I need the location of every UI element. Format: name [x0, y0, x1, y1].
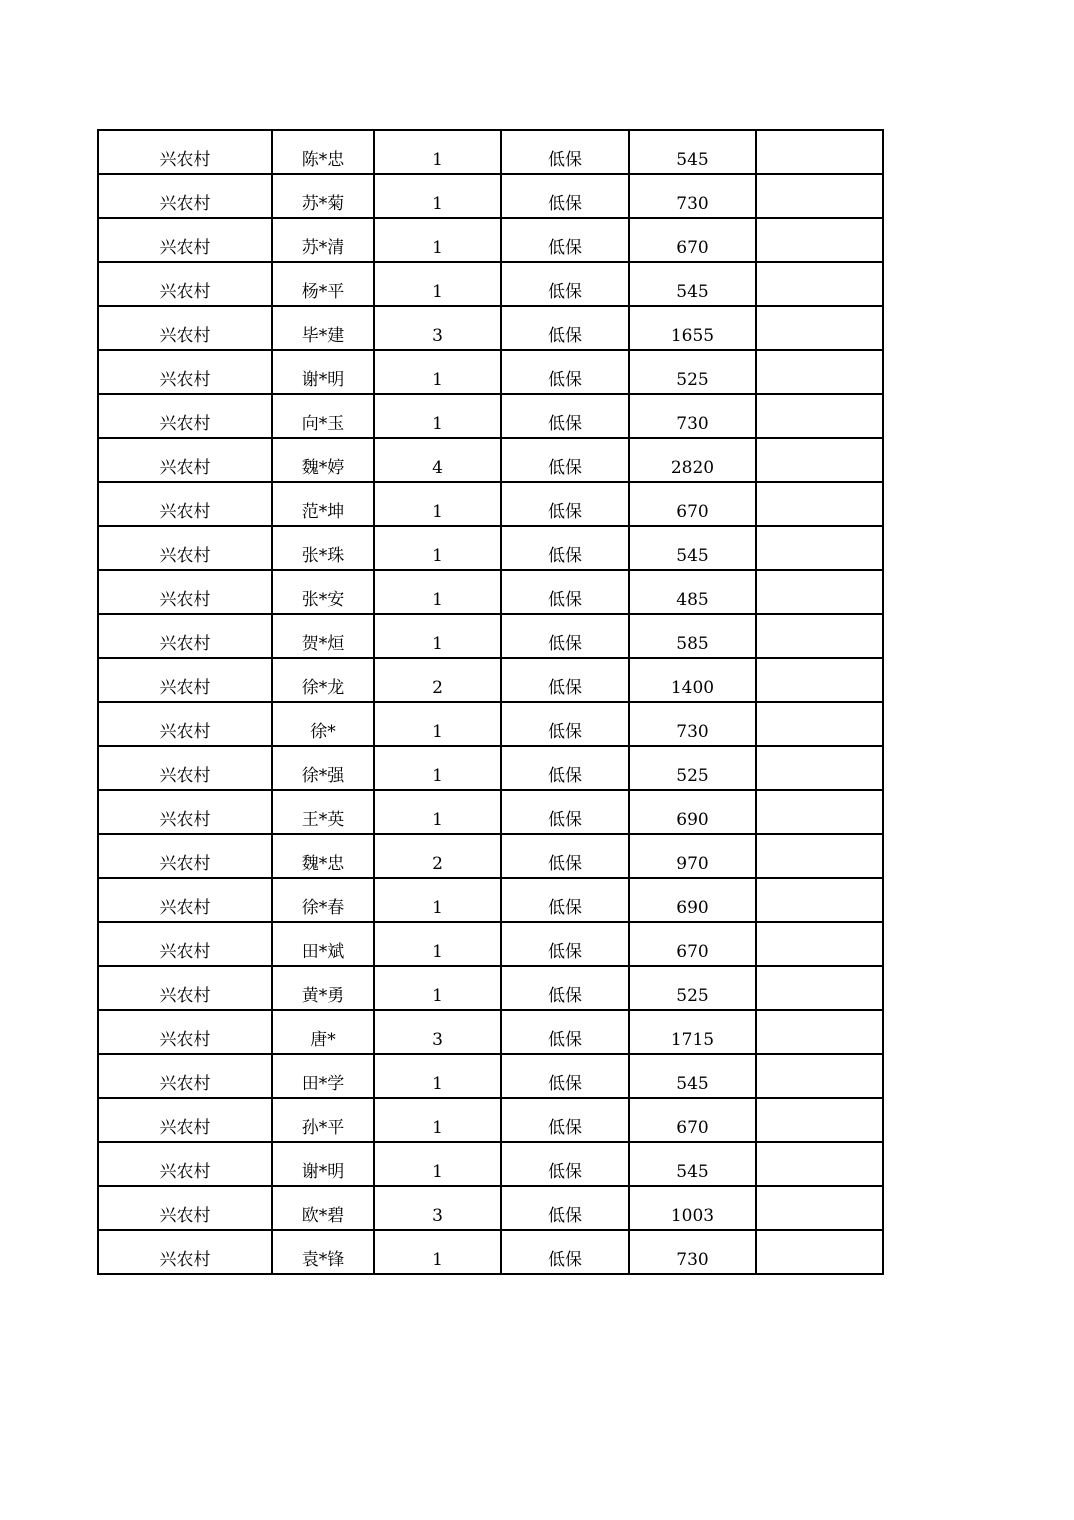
amount-cell: 690: [629, 790, 756, 834]
household-size-cell: 1: [374, 614, 501, 658]
aid-type-cell: 低保: [501, 262, 629, 306]
village-cell: 兴农村: [98, 130, 272, 174]
village-cell: 兴农村: [98, 790, 272, 834]
aid-type-cell: 低保: [501, 570, 629, 614]
note-cell: [756, 922, 883, 966]
table-row: [98, 218, 883, 262]
amount-cell: 730: [629, 174, 756, 218]
note-cell: [756, 1098, 883, 1142]
household-size-cell: 1: [374, 1054, 501, 1098]
table-row: [98, 482, 883, 526]
note-cell: [756, 878, 883, 922]
note-cell: [756, 174, 883, 218]
name-cell: 袁*锋: [272, 1230, 374, 1274]
aid-type-cell: 低保: [501, 702, 629, 746]
amount-cell: 1715: [629, 1010, 756, 1054]
aid-type-cell: 低保: [501, 526, 629, 570]
household-size-cell: 3: [374, 1186, 501, 1230]
household-size-cell: 1: [374, 878, 501, 922]
village-cell: 兴农村: [98, 746, 272, 790]
household-size-cell: 1: [374, 262, 501, 306]
amount-cell: 730: [629, 394, 756, 438]
amount-cell: 525: [629, 966, 756, 1010]
village-cell: 兴农村: [98, 1054, 272, 1098]
village-cell: 兴农村: [98, 174, 272, 218]
village-cell: 兴农村: [98, 482, 272, 526]
amount-cell: 670: [629, 482, 756, 526]
note-cell: [756, 1186, 883, 1230]
aid-type-cell: 低保: [501, 1230, 629, 1274]
name-cell: 毕*建: [272, 306, 374, 350]
village-cell: 兴农村: [98, 394, 272, 438]
name-cell: 田*斌: [272, 922, 374, 966]
note-cell: [756, 1010, 883, 1054]
table-row: [98, 438, 883, 482]
village-cell: 兴农村: [98, 1230, 272, 1274]
amount-cell: 2820: [629, 438, 756, 482]
village-cell: 兴农村: [98, 438, 272, 482]
table-row: [98, 174, 883, 218]
aid-type-cell: 低保: [501, 130, 629, 174]
name-cell: 黄*勇: [272, 966, 374, 1010]
village-cell: 兴农村: [98, 702, 272, 746]
table-row: [98, 526, 883, 570]
household-size-cell: 1: [374, 526, 501, 570]
name-cell: 范*坤: [272, 482, 374, 526]
name-cell: 苏*清: [272, 218, 374, 262]
table-row: [98, 1010, 883, 1054]
name-cell: 徐*龙: [272, 658, 374, 702]
name-cell: 向*玉: [272, 394, 374, 438]
village-cell: 兴农村: [98, 966, 272, 1010]
aid-type-cell: 低保: [501, 878, 629, 922]
table-row: [98, 966, 883, 1010]
note-cell: [756, 966, 883, 1010]
amount-cell: 730: [629, 702, 756, 746]
village-cell: 兴农村: [98, 834, 272, 878]
name-cell: 谢*明: [272, 350, 374, 394]
household-size-cell: 1: [374, 922, 501, 966]
aid-type-cell: 低保: [501, 1186, 629, 1230]
name-cell: 苏*菊: [272, 174, 374, 218]
aid-type-cell: 低保: [501, 922, 629, 966]
amount-cell: 545: [629, 1054, 756, 1098]
table-row: [98, 834, 883, 878]
name-cell: 张*安: [272, 570, 374, 614]
aid-type-cell: 低保: [501, 746, 629, 790]
household-size-cell: 2: [374, 658, 501, 702]
note-cell: [756, 834, 883, 878]
note-cell: [756, 746, 883, 790]
household-size-cell: 1: [374, 130, 501, 174]
table-row: [98, 1054, 883, 1098]
name-cell: 张*珠: [272, 526, 374, 570]
aid-type-cell: 低保: [501, 218, 629, 262]
household-size-cell: 2: [374, 834, 501, 878]
name-cell: 徐*: [272, 702, 374, 746]
amount-cell: 1400: [629, 658, 756, 702]
household-size-cell: 3: [374, 1010, 501, 1054]
village-cell: 兴农村: [98, 614, 272, 658]
village-cell: 兴农村: [98, 526, 272, 570]
amount-cell: 670: [629, 922, 756, 966]
name-cell: 谢*明: [272, 1142, 374, 1186]
household-size-cell: 1: [374, 350, 501, 394]
household-size-cell: 1: [374, 1098, 501, 1142]
note-cell: [756, 614, 883, 658]
aid-type-cell: 低保: [501, 1098, 629, 1142]
aid-type-cell: 低保: [501, 174, 629, 218]
note-cell: [756, 130, 883, 174]
table-row: [98, 658, 883, 702]
household-size-cell: 1: [374, 702, 501, 746]
amount-cell: 670: [629, 218, 756, 262]
note-cell: [756, 218, 883, 262]
note-cell: [756, 1054, 883, 1098]
table-row: [98, 1098, 883, 1142]
household-size-cell: 1: [374, 394, 501, 438]
household-size-cell: 1: [374, 570, 501, 614]
note-cell: [756, 1230, 883, 1274]
name-cell: 唐*: [272, 1010, 374, 1054]
amount-cell: 525: [629, 350, 756, 394]
relief-roster-table: [97, 129, 884, 1275]
aid-type-cell: 低保: [501, 1142, 629, 1186]
aid-type-cell: 低保: [501, 790, 629, 834]
aid-type-cell: 低保: [501, 614, 629, 658]
village-cell: 兴农村: [98, 658, 272, 702]
amount-cell: 585: [629, 614, 756, 658]
amount-cell: 1003: [629, 1186, 756, 1230]
household-size-cell: 1: [374, 174, 501, 218]
amount-cell: 545: [629, 262, 756, 306]
amount-cell: 485: [629, 570, 756, 614]
table-row: [98, 614, 883, 658]
note-cell: [756, 570, 883, 614]
name-cell: 徐*强: [272, 746, 374, 790]
aid-type-cell: 低保: [501, 482, 629, 526]
village-cell: 兴农村: [98, 1186, 272, 1230]
village-cell: 兴农村: [98, 306, 272, 350]
aid-type-cell: 低保: [501, 350, 629, 394]
amount-cell: 690: [629, 878, 756, 922]
table-body: [98, 130, 883, 1274]
name-cell: 孙*平: [272, 1098, 374, 1142]
aid-type-cell: 低保: [501, 1054, 629, 1098]
table-row: [98, 702, 883, 746]
household-size-cell: 1: [374, 746, 501, 790]
village-cell: 兴农村: [98, 1142, 272, 1186]
note-cell: [756, 658, 883, 702]
note-cell: [756, 438, 883, 482]
table-row: [98, 262, 883, 306]
amount-cell: 545: [629, 130, 756, 174]
household-size-cell: 1: [374, 790, 501, 834]
aid-type-cell: 低保: [501, 658, 629, 702]
table-row: [98, 1230, 883, 1274]
note-cell: [756, 482, 883, 526]
note-cell: [756, 1142, 883, 1186]
aid-type-cell: 低保: [501, 966, 629, 1010]
village-cell: 兴农村: [98, 1010, 272, 1054]
name-cell: 魏*婷: [272, 438, 374, 482]
amount-cell: 525: [629, 746, 756, 790]
table-row: [98, 350, 883, 394]
household-size-cell: 1: [374, 1230, 501, 1274]
amount-cell: 545: [629, 1142, 756, 1186]
household-size-cell: 1: [374, 1142, 501, 1186]
name-cell: 徐*春: [272, 878, 374, 922]
amount-cell: 670: [629, 1098, 756, 1142]
table-row: [98, 790, 883, 834]
note-cell: [756, 702, 883, 746]
amount-cell: 730: [629, 1230, 756, 1274]
household-size-cell: 4: [374, 438, 501, 482]
aid-type-cell: 低保: [501, 438, 629, 482]
table-row: [98, 1142, 883, 1186]
name-cell: 欧*碧: [272, 1186, 374, 1230]
village-cell: 兴农村: [98, 1098, 272, 1142]
village-cell: 兴农村: [98, 878, 272, 922]
household-size-cell: 1: [374, 218, 501, 262]
aid-type-cell: 低保: [501, 394, 629, 438]
household-size-cell: 3: [374, 306, 501, 350]
amount-cell: 970: [629, 834, 756, 878]
amount-cell: 545: [629, 526, 756, 570]
household-size-cell: 1: [374, 966, 501, 1010]
table-row: [98, 570, 883, 614]
household-size-cell: 1: [374, 482, 501, 526]
aid-type-cell: 低保: [501, 306, 629, 350]
aid-type-cell: 低保: [501, 834, 629, 878]
village-cell: 兴农村: [98, 218, 272, 262]
table-row: [98, 130, 883, 174]
village-cell: 兴农村: [98, 262, 272, 306]
table-row: [98, 1186, 883, 1230]
note-cell: [756, 526, 883, 570]
name-cell: 魏*忠: [272, 834, 374, 878]
village-cell: 兴农村: [98, 350, 272, 394]
table-row: [98, 746, 883, 790]
aid-type-cell: 低保: [501, 1010, 629, 1054]
name-cell: 贺*烜: [272, 614, 374, 658]
table-row: [98, 306, 883, 350]
name-cell: 杨*平: [272, 262, 374, 306]
note-cell: [756, 306, 883, 350]
amount-cell: 1655: [629, 306, 756, 350]
village-cell: 兴农村: [98, 570, 272, 614]
table-row: [98, 878, 883, 922]
village-cell: 兴农村: [98, 922, 272, 966]
name-cell: 田*学: [272, 1054, 374, 1098]
name-cell: 陈*忠: [272, 130, 374, 174]
note-cell: [756, 262, 883, 306]
note-cell: [756, 394, 883, 438]
note-cell: [756, 350, 883, 394]
table-row: [98, 394, 883, 438]
table-row: [98, 922, 883, 966]
name-cell: 王*英: [272, 790, 374, 834]
note-cell: [756, 790, 883, 834]
